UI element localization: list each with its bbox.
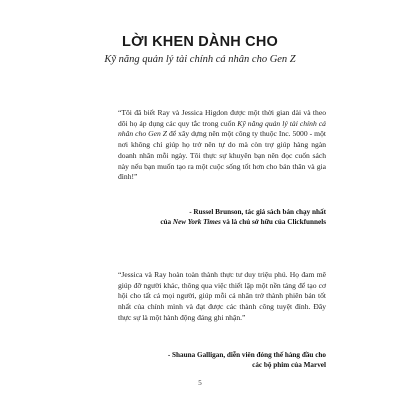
quote-1-text-b: để xây dựng nên một công ty thuộc Inc. 5000 - một nơi không chỉ giúp họ trở nên tự do mà còn trợ giúp hàng ngàn doanh nhân mỗi ngày. Tôi thực sự khuyên bạn nên đọc cuốn sách này nếu bạn muốn tạo ra một cuộc sống tốt hơn cho bản thân và gia đình!” bbox=[118, 129, 326, 182]
attribution-1-suffix: và là chủ sở hữu của Clickfunnels bbox=[220, 218, 326, 227]
testimonial-quote-2: “Jessica và Ray hoàn toàn thành thực tư duy triệu phú. Họ đam mê giúp đỡ người khác, thông qua việc thiết lập một nền tảng để tạo cơ hội cho tất cả mọi người, giúp mỗi cá nhân trở thành phiên bản tốt nhất của chính mình và đạt được các thành công tuyệt đỉnh. Đây thực sự là một hành động đáng ghi nhận.” bbox=[118, 270, 326, 322]
quote-1-text-a: “Tôi đã biết Ray và Jessica Higdon được một thời gian dài và theo dõi họ áp dụng các quy tắc trong cuốn bbox=[118, 108, 326, 128]
attribution-2-line-2: các bộ phim của Marvel bbox=[252, 361, 326, 370]
attribution-2-line-1: - Shauna Galligan, diễn viên đóng thế hàng đầu cho bbox=[167, 351, 326, 359]
attribution-1-line-1: - Russel Brunson, tác giả sách bán chạy nhất bbox=[189, 208, 326, 216]
attribution-1-publication: New York Times bbox=[172, 218, 221, 227]
testimonial-attribution-1 bbox=[118, 207, 326, 228]
testimonial-attribution-2 bbox=[118, 350, 326, 371]
book-subtitle: Kỹ năng quản lý tài chính cá nhân cho Gen Z bbox=[104, 54, 296, 65]
attribution-1-prefix: của bbox=[160, 218, 173, 227]
attribution-1-line-2 bbox=[118, 217, 326, 227]
page-title: LỜI KHEN DÀNH CHO bbox=[122, 34, 278, 50]
quote-1-book-title: Kỹ năng quản lý tài chính cá nhân cho Gen Z bbox=[118, 118, 326, 139]
page-number: 5 bbox=[198, 379, 202, 387]
testimonial-quote-1 bbox=[118, 108, 326, 183]
